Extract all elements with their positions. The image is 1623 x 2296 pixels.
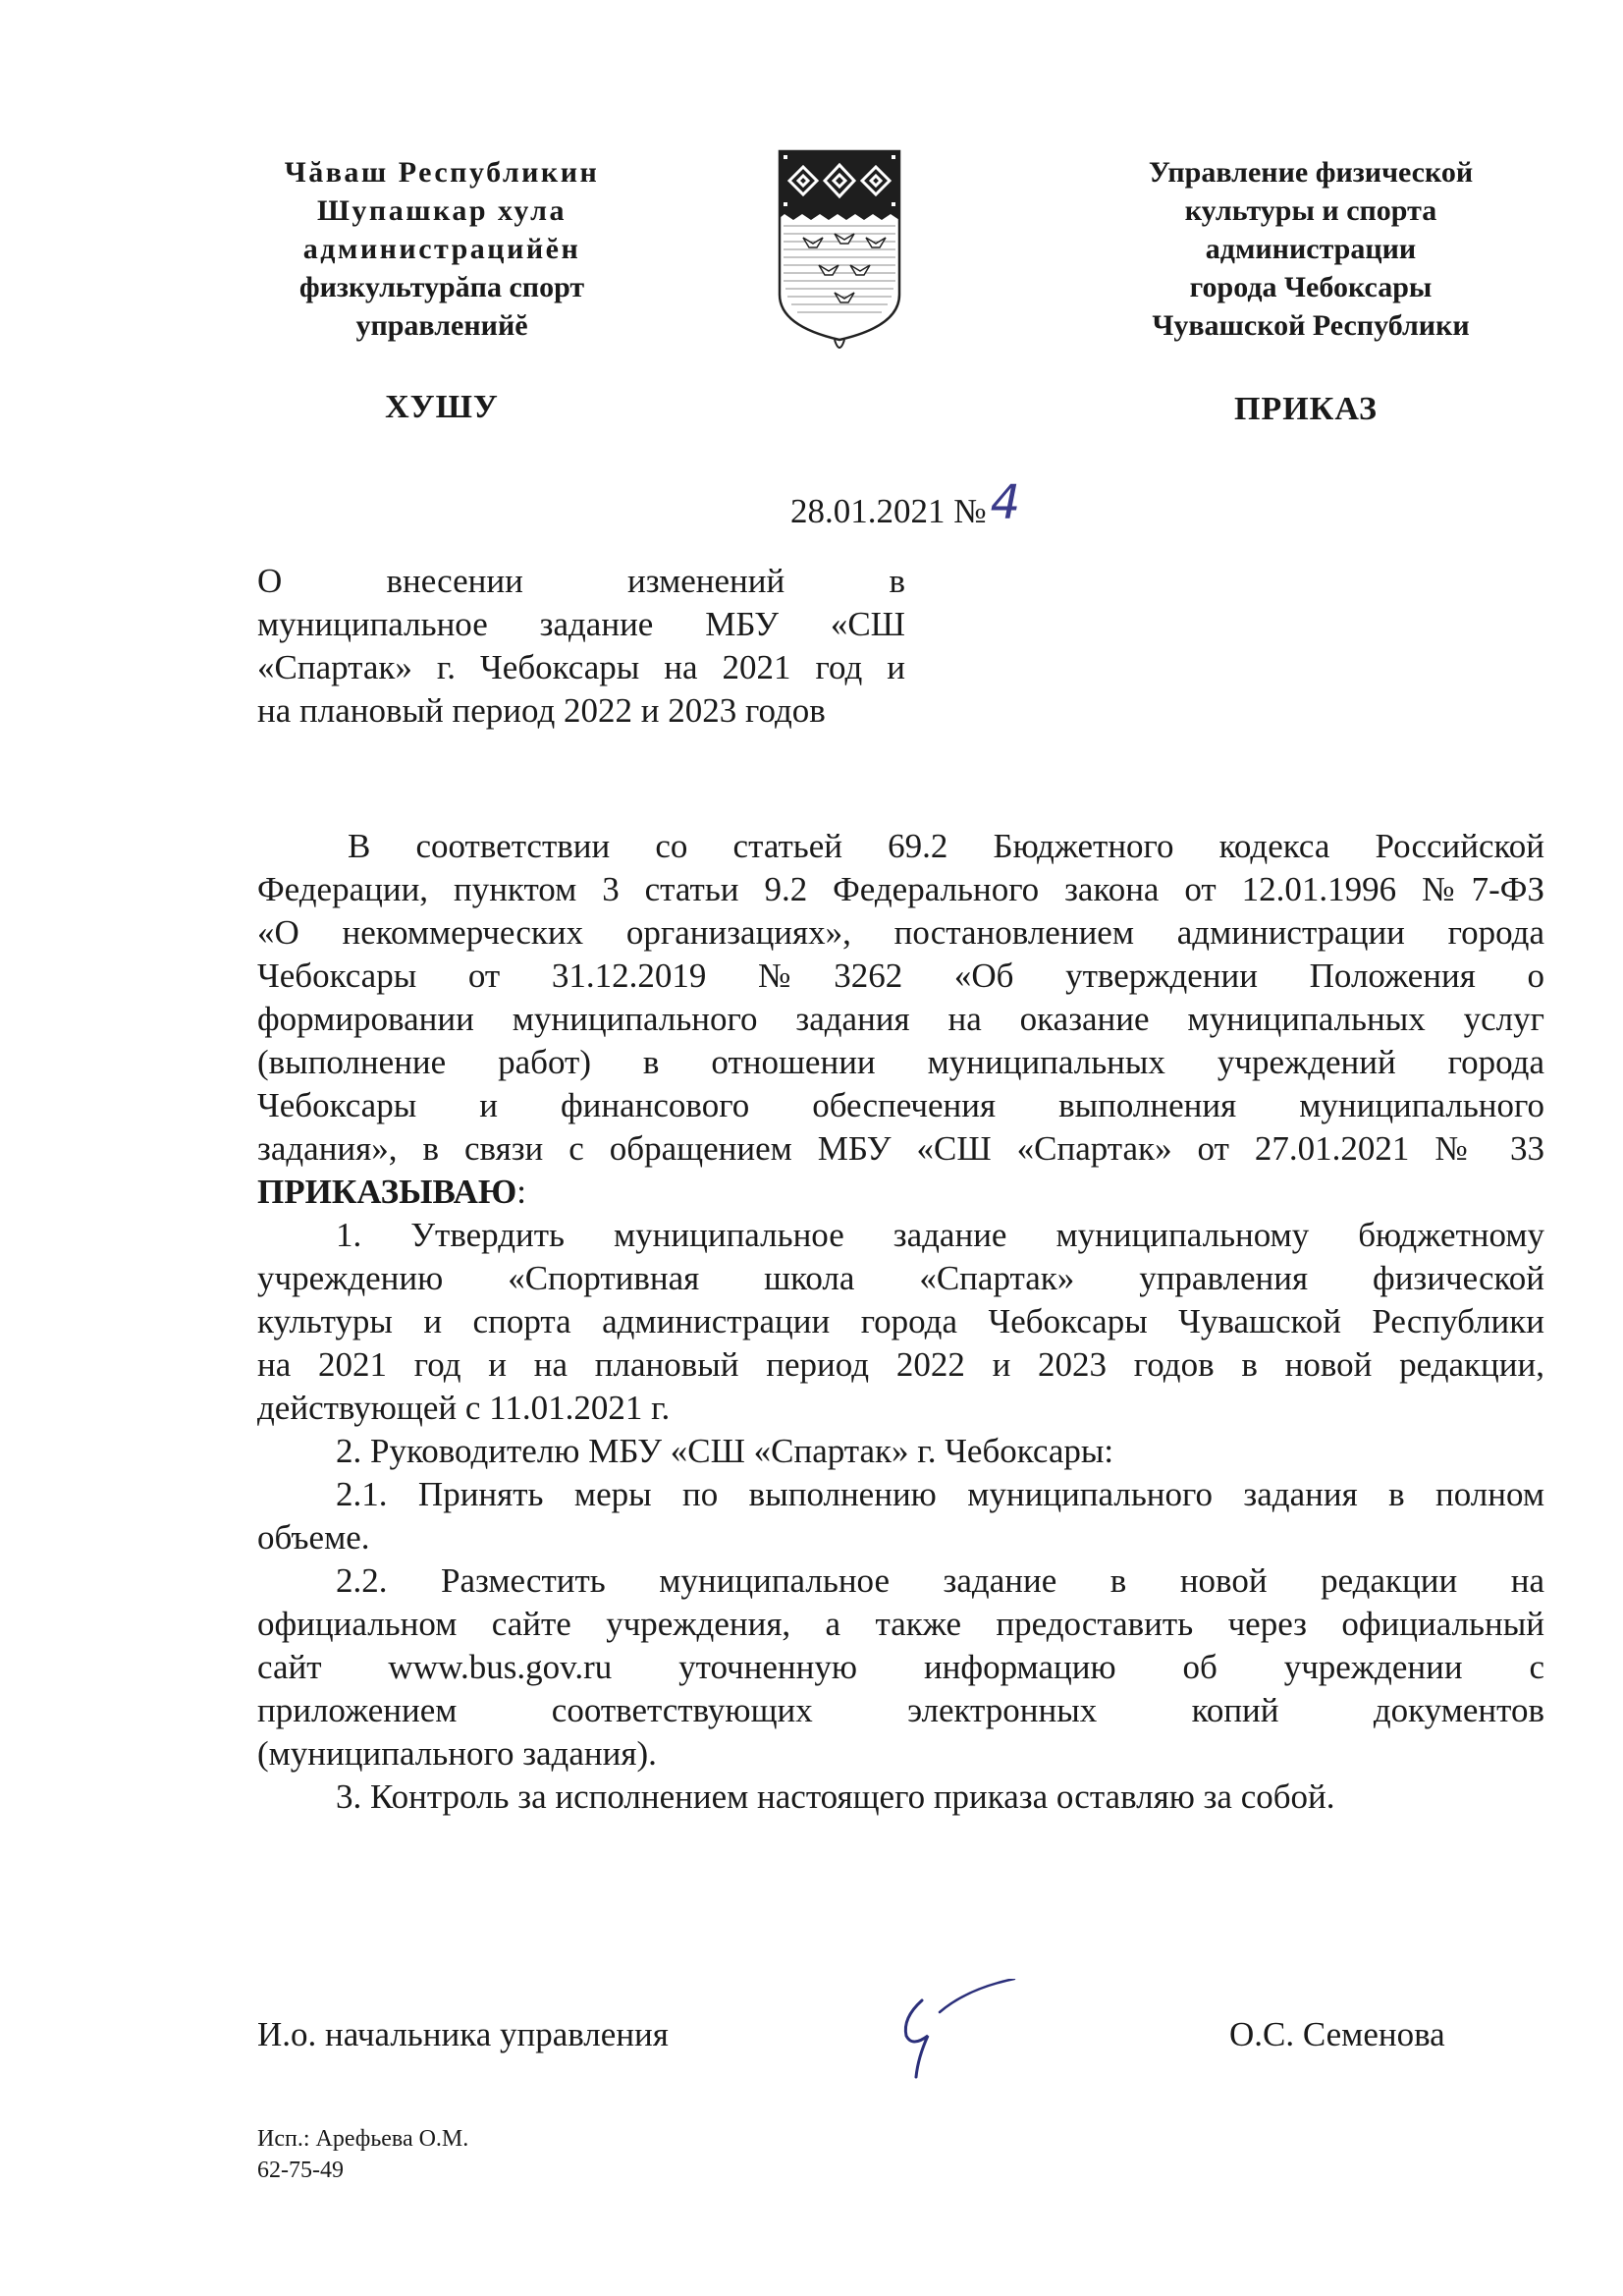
- header-right-line-5: Чувашской Республики: [1152, 309, 1470, 342]
- item2-2-line-4: приложением соответствующих электронных копий документов: [257, 1691, 1544, 1729]
- executor-phone: 62-75-49: [257, 2158, 344, 2183]
- item2-2-line-5: (муниципального задания).: [257, 1734, 657, 1773]
- item2-1-line-2: объеме.: [257, 1518, 370, 1557]
- header-left-line-5: управленийĕ: [355, 309, 528, 342]
- header-right-line-3: администрации: [1205, 233, 1417, 265]
- subject-line-2: муниципальное задание МБУ «СШ: [257, 605, 905, 643]
- executor-info: [257, 2123, 468, 2186]
- document-type-chuvash: ХУШУ: [385, 389, 499, 425]
- item2: 2. Руководителю МБУ «СШ «Спартак» г. Чебоксары:: [336, 1432, 1114, 1470]
- preamble-line-8: задания», в связи с обращением МБУ «СШ «Спартак» от 27.01.2021 № 33: [257, 1129, 1544, 1168]
- document-type-russian: ПРИКАЗ: [1234, 391, 1378, 427]
- subject-line-3: «Спартак» г. Чебоксары на 2021 год и: [257, 648, 905, 686]
- document-subject: [257, 560, 905, 733]
- subject-line-1: О внесении изменений в: [257, 562, 905, 600]
- header-right-block: [1105, 153, 1517, 345]
- handwritten-signature: [889, 1979, 1026, 2087]
- item3: 3. Контроль за исполнением настоящего приказа оставляю за собой.: [336, 1777, 1335, 1816]
- header-left-line-1: Чăваш Республикин: [284, 156, 600, 189]
- header-right-line-1: Управление физической: [1148, 156, 1474, 189]
- order-colon: :: [516, 1173, 527, 1211]
- order-word: ПРИКАЗЫВАЮ: [257, 1173, 517, 1211]
- preamble-line-4: Чебоксары от 31.12.2019 №3262 «Об утверждении Положения о: [257, 957, 1544, 995]
- signatory-position: И.о. начальника управления: [257, 2015, 669, 2053]
- preamble-line-1: В соответствии со статьей 69.2 Бюджетного кодекса Российской: [348, 827, 1544, 865]
- header-left-line-2: Шупашкар хула: [316, 194, 567, 227]
- city-emblem-icon: [776, 147, 903, 355]
- item2-2-line-1: 2.2. Разместить муниципальное задание в новой редакции на: [336, 1561, 1544, 1600]
- item2-2-line-2: официальном сайте учреждения, а также предоставить через официальный: [257, 1605, 1544, 1643]
- preamble-line-5: формировании муниципального задания на оказание муниципальных услуг: [257, 1000, 1544, 1038]
- order-heading: [257, 1171, 1544, 1214]
- subject-line-4: на плановый период 2022 и 2023 годов: [257, 691, 826, 730]
- date-and-number: [790, 475, 1021, 534]
- preamble-line-7: Чебоксары и финансового обеспечения выполнения муниципального: [257, 1086, 1544, 1124]
- item1-line-2: учреждению «Спортивная школа «Спартак» управления физической: [257, 1259, 1544, 1297]
- item1-line-1: 1. Утвердить муниципальное задание муниципальному бюджетному: [336, 1216, 1544, 1254]
- header-left-block: [245, 153, 638, 345]
- header-right-line-4: города Чебоксары: [1189, 271, 1433, 303]
- header-left-line-3: администрацийĕн: [302, 233, 581, 265]
- signatory-name: О.С. Семенова: [1229, 2015, 1445, 2053]
- handwritten-number: 4: [990, 475, 1021, 530]
- item1-line-5: действующей с 11.01.2021 г.: [257, 1389, 671, 1427]
- document-body: [257, 825, 1544, 1819]
- item1-line-4: на 2021 год и на плановый период 2022 и 2023 годов в новой редакции,: [257, 1345, 1544, 1384]
- header-right-line-2: культуры и спорта: [1184, 194, 1437, 227]
- header-left-line-4: физкультурăпа спорт: [298, 271, 585, 303]
- preamble-line-2: Федерации, пунктом 3 статьи 9.2 Федерального закона от 12.01.1996 №7-ФЗ: [257, 870, 1544, 908]
- item1-line-3: культуры и спорта администрации города Чебоксары Чувашской Республики: [257, 1302, 1544, 1340]
- preamble-line-3: «О некоммерческих организациях», постановлением администрации города: [257, 913, 1544, 952]
- date-number-label: 28.01.2021 №: [790, 492, 987, 530]
- executor-name: Исп.: Арефьева О.М.: [257, 2126, 469, 2152]
- item2-2-line-3: сайт www.bus.gov.ru уточненную информацию об учреждении с: [257, 1648, 1544, 1686]
- preamble-line-6: (выполнение работ) в отношении муниципальных учреждений города: [257, 1043, 1544, 1081]
- item2-1-line-1: 2.1. Принять меры по выполнению муниципального задания в полном: [336, 1475, 1544, 1513]
